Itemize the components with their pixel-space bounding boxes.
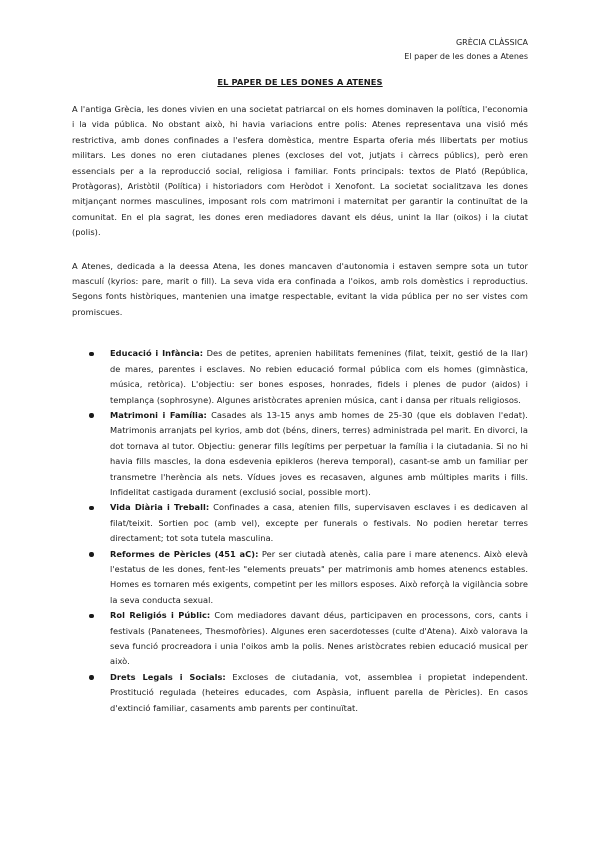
list-item-pericles-reforms: [72, 547, 528, 609]
intro-paragraph: A l'antiga Grècia, les dones vivien en una societat patriarcal on els homes dominaven la política, l'economia i la vida pública. No obstant això, hi havia variacions entre polis: Atenes representava una visió més restrictiva, amb dones confinades a l'esfera domèstica, mentre Esparta oferia més llibertats per motius militars. Les dones no eren ciutadanes plenes (excloses del vot, jutjats i càrrecs públics), però eren essencials per a la reproducció social, religiosa i familiar. Fonts principals: textos de Plató (República, Protàgoras), Aristòtil (Política) i historiadors com Heròdot i Xenofont. La societat socialitzava les dones mitjançant normes masculines, imposant rols com matrimoni i maternitat per garantir la continuïtat de la comunitat. En el pla sagrat, les dones eren mediadores davant els déus, unint la llar (oikos) i la ciutat (polis).: [72, 104, 528, 238]
list-item-legal-rights: [72, 670, 528, 716]
list-item-marriage: [72, 408, 528, 500]
topic-title: Vida Diària i Treball:: [110, 502, 210, 513]
bullet-icon: [89, 675, 94, 680]
topic-text: Des de petites, aprenien habilitats femenines (filat, teixit, gestió de la llar) de mares, parentes i esclaves. No rebien educació formal pública com els homes (gimnàstica, música, retòrica). L'objectiu: ser bones esposes, honrades, fidels i plenes de pudor (aidos) i templança (sophrosyne). Algunes aristòcrates aprenien música, cant i dansa per rituals religiosos.: [110, 348, 528, 405]
topic-text: Com mediadores davant déus, participaven en processons, cors, cants i festivals (Panatenees, Thesmofòries). Algunes eren sacerdotesses (culte d'Atena). Això valorava la seva funció procreadora i unia l'oikos amb la polis. Nenes aristòcrates rebien educació musical per això.: [110, 610, 528, 667]
document-title: EL PAPER DE LES DONES A ATENES: [217, 77, 383, 87]
header-subtitle: El paper de les dones a Atenes: [404, 52, 528, 61]
running-header: [404, 36, 528, 64]
topic-title: Drets Legals i Socials:: [110, 671, 226, 682]
topic-text: Casades als 13-15 anys amb homes de 25-30 (que els doblaven l'edat). Matrimonis arranjats pel kyrios, amb dot (béns, diners, terres) administrada pel marit. En divorci, la dot tornava al tutor. Objectiu: generar fills legítims per perpetuar la família i la ciutadania. Si no hi havia fills mascles, la dona esdevenia epikleros (hereva temporal), casant-se amb un familiar per transmetre l'herència als nets. Vídues joves es recasaven, algunes amb múltiples marits i fills. Infidelitat castigada durament (exclusió social, possible mort).: [110, 409, 528, 497]
topic-title: Matrimoni i Família:: [110, 409, 207, 420]
bullet-icon: [89, 413, 94, 418]
header-section-title: GRÈCIA CLÀSSICA: [455, 38, 528, 47]
list-item-daily-life: [72, 500, 528, 546]
list-item-education: [72, 346, 528, 408]
topic-text: Excloses de ciutadania, vot, assemblea i propietat independent. Prostitució regulada (heteires educades, com Aspàsia, influent parella de Pèricles). En casos d'extinció familiar, casaments amb parents per continuïtat.: [110, 671, 528, 713]
bullet-icon: [89, 614, 94, 619]
athens-paragraph: A Atenes, dedicada a la deessa Atena, les dones mancaven d'autonomia i estaven sempre sota un tutor masculí (kyrios: pare, marit o fill). La seva vida era confinada a l'oikos, amb rols domèstics i reproductius. Segons fonts històriques, mantenien una imatge respectable, evitant la vida pública per no ser vistes com promiscues.: [72, 260, 528, 317]
bullet-icon: [89, 506, 94, 511]
list-item-religious-role: [72, 608, 528, 670]
topic-title: Educació i Infància:: [110, 348, 204, 359]
topic-text: Confinades a casa, atenien fills, supervisaven esclaves i es dedicaven al filat/teixit. Sortien poc (amb vel), excepte per funerals o festivals. No podien heretar terres directament; tot sota tutela masculina.: [110, 502, 528, 544]
topic-title: Reformes de Pèricles (451 aC):: [110, 548, 259, 559]
topic-title: Rol Religiós i Públic:: [110, 610, 211, 621]
document-body: [72, 102, 528, 716]
bullet-icon: [89, 552, 94, 557]
topic-text: Per ser ciutadà atenès, calia pare i mare atenencs. Això elevà l'estatus de les dones, fent-les "elements preuats" per matrimonis amb homes atenencs estables. Homes es tornaren més exigents, competint per les millors esposes. Això reforçà la vigilància sobre la seva conducta sexual.: [110, 548, 528, 605]
topics-list: [72, 346, 528, 716]
bullet-icon: [89, 352, 94, 357]
